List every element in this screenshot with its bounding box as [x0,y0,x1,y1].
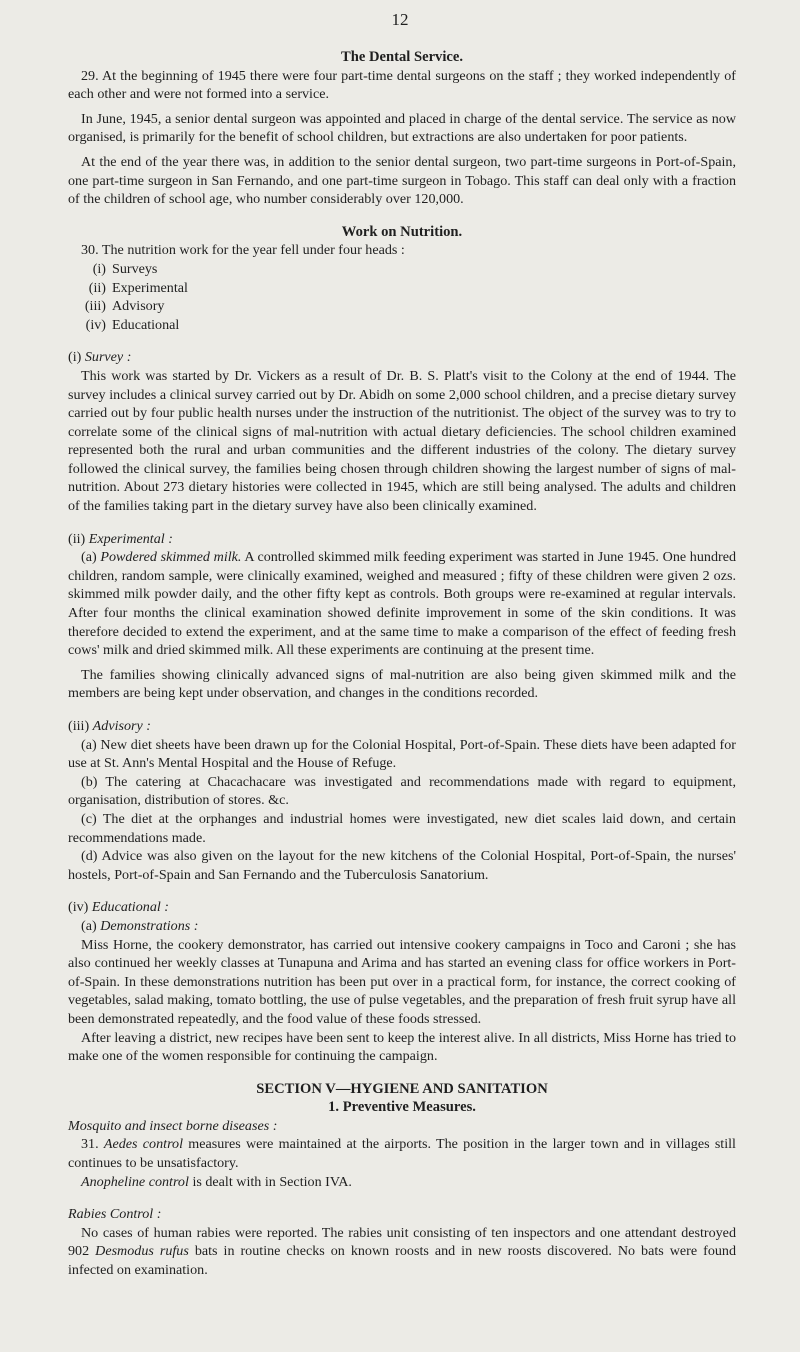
paragraph-30 [68,241,736,260]
paragraph-text: bats in routine checks on known roosts and in new roosts discovered. No bats were found infected on examination. [68,1243,737,1279]
preventive-measures-heading [68,1098,736,1117]
item-text: New diet sheets have been drawn up for the Colonial Hospital, Port-of-Spain. These diets have been adapted for use at St. Ann's Mental Hospital and the House of Refuge. [68,736,736,772]
item-label: (c) [81,810,97,827]
section-number: (iii) [68,718,90,734]
aedes-term: Aedes control [103,1136,183,1153]
list-item [80,260,736,279]
item-label: (a) [81,917,97,934]
item-title: Demonstrations : [100,917,199,934]
section-number: (i) [68,349,82,366]
subsection-number: 1. [328,1099,340,1116]
item-text: A controlled skimmed milk feeding experiment was started in June 1945. One hundred children, random sample, were clinically examined, weighed and measured ; fifty of these children were given 2 ozs. skimmed milk powder daily, and the other fifty kept as controls. Both groups were re-examined at regular intervals. After four months the clinical examination showed definite improvement in some of the skin conditions. It was therefore decided to extend the experiment, and at the same time to make a comparison of the effect of feeding fresh cows' milk and dried skimmed milk. All these experiments are continuing at the present time. [68,549,736,659]
anopheline-paragraph [68,1173,736,1192]
anopheline-term: Anopheline control [81,1173,189,1190]
section-title: Experimental : [88,530,173,547]
paragraph-text: is dealt with in Section IVA. [192,1173,352,1190]
item-text: Advice was also given on the layout for the new kitchens of the Colonial Hospital, Port-of-Spain, the nurses' hostels, Port-of-Spain and San Fernando and the Tuberculosis Sanatorium. [68,848,736,883]
paragraph-text: measures were maintained at the airports. The position in the larger town and in villages still continues to be unsatisfactory. [68,1136,736,1172]
nutrition-heading: Work on Nutrition. [341,223,463,240]
list-item [80,279,736,298]
paragraph-29 [68,67,736,104]
advisory-b-paragraph [68,773,736,810]
list-item-number: (ii) [88,279,106,296]
section-number: (iv) [68,899,89,916]
section-v-heading: SECTION V—HYGIENE AND SANITATION [256,1080,548,1097]
advisory-heading [68,717,736,736]
nutrition-heads-list [68,260,736,334]
subsection-title: Preventive Measures. [342,1099,476,1116]
rabies-heading: Rabies Control : [68,1206,162,1223]
paragraph-text: No cases of human rabies were reported. The rabies unit consisting of ten inspectors and one attendant destroyed 902 [68,1224,736,1260]
section-title: Advisory : [92,718,151,734]
experimental-families-paragraph: The families showing clinically advanced signs of mal-nutrition are also being given skimmed milk and the members are being kept under observation, and changes in the conditions recorded. [68,666,736,702]
dental-service-heading: The Dental Service. [341,49,463,65]
section-number: (ii) [68,530,86,547]
list-item [80,316,736,335]
survey-paragraph: This work was started by Dr. Vickers as a result of Dr. B. S. Platt's visit to the Colony at the end of 1944. The survey includes a clinical survey carried out by Dr. Abidh on some 2,000 school children, and a precise dietary survey carried out by four public health nurses under the instruction of the nutritionist. The object of the survey was to try to correlate some of the clinical signs of mal-nutrition with actual dietary deficiencies. The school children examined represented both the rural and urban communities and the different industries of the colony. The dietary survey followed the clinical survey, the families being chosen through children showing the largest number of signs of mal-nutrition. About 273 dietary histories were collected in 1945, which are still being analysed. The adults and children of the families taking part in the dietary survey have also been clinically examined. [68,367,736,515]
species-term: Desmodus rufus [95,1243,189,1260]
experimental-a-paragraph [68,548,736,660]
list-item [80,297,736,316]
advisory-a-paragraph [68,736,736,773]
paragraph-text: At the beginning of 1945 there were four part-time dental surgeons on the staff ; they worked independently of each other and were not formed into a service. [68,67,736,103]
paragraph-number: 31. [81,1136,99,1153]
section-title: Educational : [91,899,170,916]
item-label: (a) [81,549,97,566]
paragraph-number: 30. [81,242,99,259]
demonstrations-paragraph: Miss Horne, the cookery demonstrator, has carried out intensive cookery campaigns in Toco and Caroni ; she has also continued her weekly classes at Tunapuna and Arima and has started an evening class for office workers in Port-of-Spain. In these demonstrations nutrition has been put over in a practical form, for instance, the correct cooking of vegetables, salad making, tomato bottling, the use of pulse vegetables, and the preparation of fresh fruit syrup have all been demonstrated repeatedly, and the food value of these foods stressed. [68,936,736,1027]
dental-paragraph-3: At the end of the year there was, in addition to the senior dental surgeon, two part-time surgeons in Port-of-Spain, one part-time surgeon in San Fernando, and one part-time surgeon in Tobago. This staff can deal only with a fraction of the children of school age, who number considerably over 120,000. [68,153,736,208]
mosquito-heading: Mosquito and insect borne diseases : [68,1117,278,1134]
list-item-label: Advisory [112,298,165,315]
section-title: Survey : [84,349,132,366]
item-title: Powdered skimmed milk. [100,549,242,566]
rabies-paragraph [68,1224,736,1280]
item-text: The catering at Chacachacare was investigated and recommendations made with regard to equipment, organisation, distribution of stores. &c. [68,773,736,809]
educational-heading [68,898,736,917]
item-label: (d) [81,848,98,865]
item-label: (a) [81,736,97,753]
list-item-label: Surveys [112,260,158,277]
advisory-d-paragraph [68,847,736,884]
survey-heading [68,348,736,367]
dental-paragraph-2: In June, 1945, a senior dental surgeon was appointed and placed in charge of the dental service. The service as now organised, is primarily for the benefit of school children, but extractions are also undertaken for poor patients. [68,110,736,146]
demonstrations-heading [68,917,736,936]
paragraph-31 [68,1135,736,1172]
paragraph-text: The nutrition work for the year fell under four heads : [101,242,405,259]
list-item-label: Educational [112,316,180,333]
page-body [68,48,736,1280]
item-text: The diet at the orphanges and industrial homes were investigated, new diet scales laid down, and certain recommendations made. [68,810,736,846]
list-item-number: (iv) [85,316,106,333]
page-number: 12 [391,10,409,29]
item-label: (b) [81,773,98,790]
paragraph-number: 29. [81,67,99,84]
experimental-heading [68,530,736,549]
list-item-label: Experimental [112,279,188,296]
educational-after-paragraph: After leaving a district, new recipes have been sent to keep the interest alive. In all districts, Miss Horne has tried to make one of the women responsible for continuing the campaign. [68,1029,736,1065]
advisory-c-paragraph [68,810,736,847]
list-item-number: (iii) [84,298,106,315]
list-item-number: (i) [92,260,106,277]
